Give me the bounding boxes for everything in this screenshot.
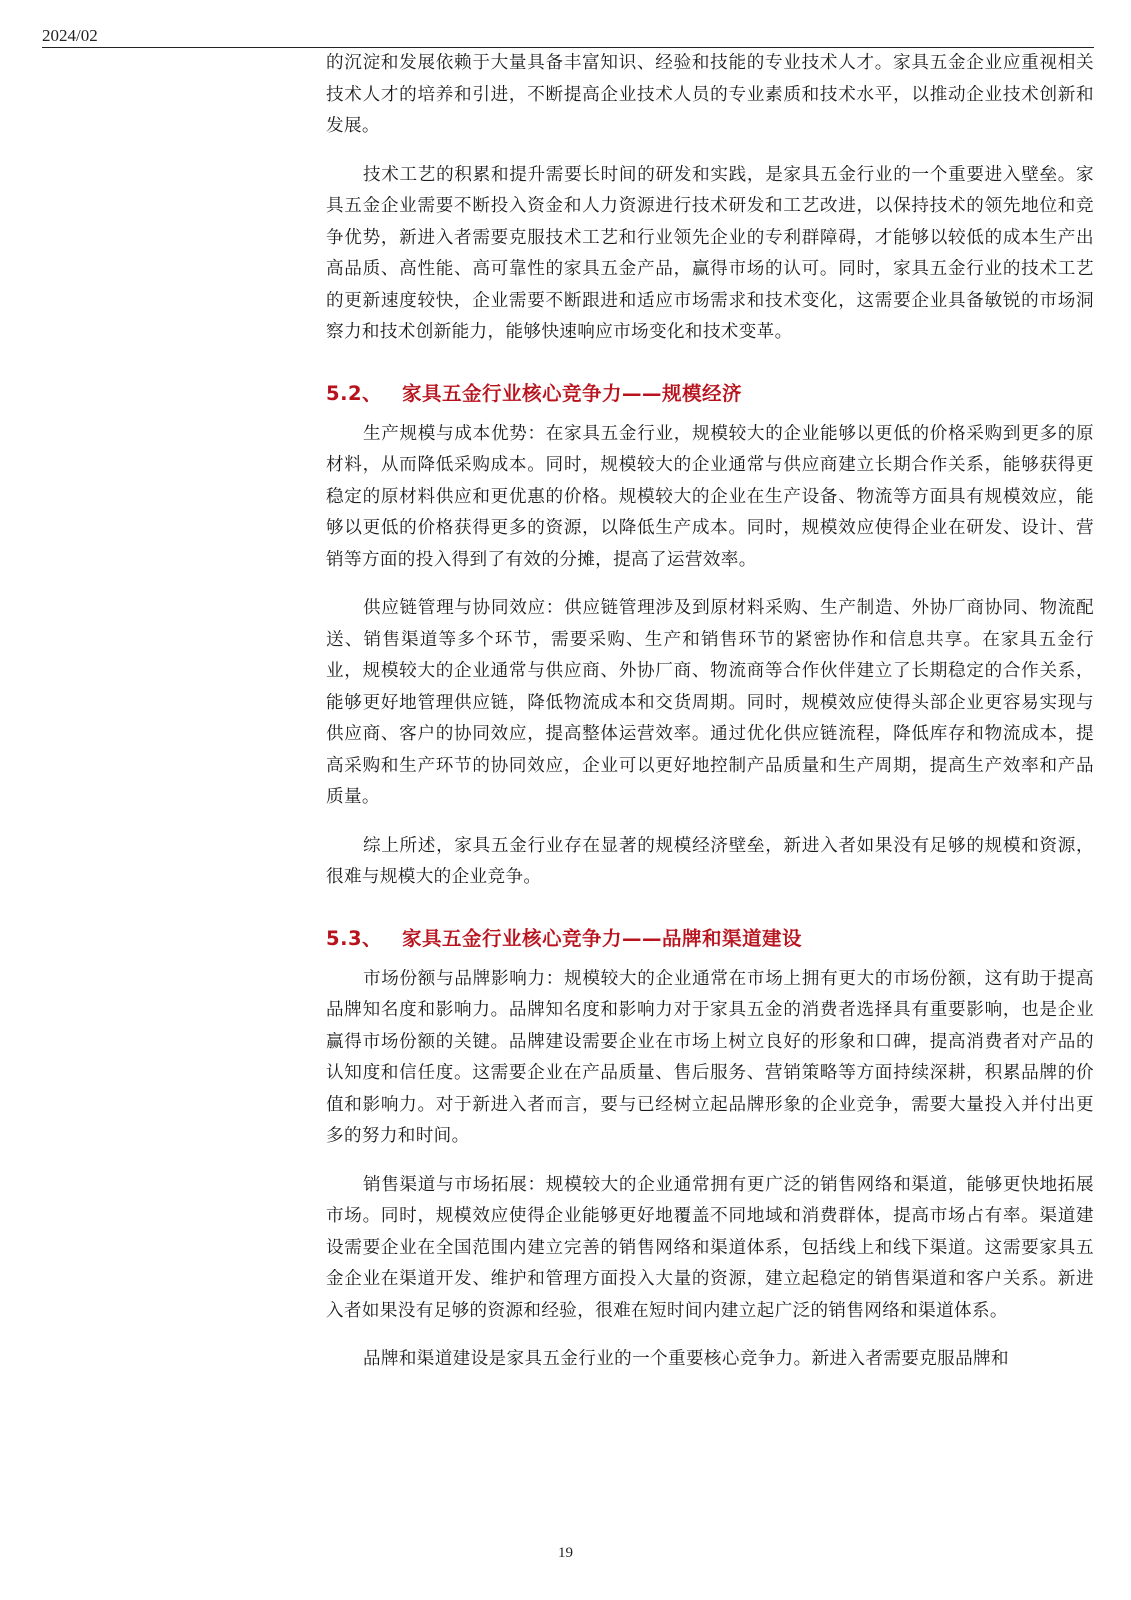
paragraph: 销售渠道与市场拓展：规模较大的企业通常拥有更广泛的销售网络和渠道，能够更快地拓展市场。同时，规模效应使得企业能够更好地覆盖不同地域和消费群体，提高市场占有率。渠道建设需要企业在全国范围内建立完善的销售网络和渠道体系，包括线上和线下渠道。这需要家具五金企业在渠道开发、维护和管理方面投入大量的资源，建立起稳定的销售渠道和客户关系。新进入者如果没有足够的资源和经验，很难在短时间内建立起广泛的销售网络和渠道体系。 bbox=[326, 1174, 1094, 1321]
section-heading-5-2 bbox=[326, 379, 1094, 409]
section-number: 5.2、 bbox=[326, 381, 383, 405]
section-title: 家具五金行业核心竞争力——品牌和渠道建设 bbox=[402, 926, 803, 950]
section-number: 5.3、 bbox=[326, 926, 383, 950]
section-title: 家具五金行业核心竞争力——规模经济 bbox=[402, 381, 743, 405]
page-body bbox=[326, 48, 1094, 1376]
paragraph: 综上所述，家具五金行业存在显著的规模经济壁垒，新进入者如果没有足够的规模和资源，很难与规模大的企业竞争。 bbox=[326, 835, 1094, 887]
page-number: 19 bbox=[558, 1545, 573, 1561]
paragraph: 供应链管理与协同效应：供应链管理涉及到原材料采购、生产制造、外协厂商协同、物流配送、销售渠道等多个环节，需要采购、生产和销售环节的紧密协作和信息共享。在家具五金行业，规模较大的企业通常与供应商、外协厂商、物流商等合作伙伴建立了长期稳定的合作关系，能够更好地管理供应链，降低物流成本和交货周期。同时，规模效应使得头部企业更容易实现与供应商、客户的协同效应，提高整体运营效率。通过优化供应链流程，降低库存和物流成本，提高采购和生产环节的协同效应，企业可以更好地控制产品质量和生产周期，提高生产效率和产品质量。 bbox=[326, 598, 1094, 807]
paragraph: 技术工艺的积累和提升需要长时间的研发和实践，是家具五金行业的一个重要进入壁垒。家具五金企业需要不断投入资金和人力资源进行技术研发和工艺改进，以保持技术的领先地位和竞争优势，新进入者需要克服技术工艺和行业领先企业的专利群障碍，才能够以较低的成本生产出高品质、高性能、高可靠性的家具五金产品，赢得市场的认可。同时，家具五金行业的技术工艺的更新速度较快，企业需要不断跟进和适应市场需求和技术变化，这需要企业具备敏锐的市场洞察力和技术创新能力，能够快速响应市场变化和技术变革。 bbox=[326, 164, 1094, 342]
paragraph: 市场份额与品牌影响力：规模较大的企业通常在市场上拥有更大的市场份额，这有助于提高品牌知名度和影响力。品牌知名度和影响力对于家具五金的消费者选择具有重要影响，也是企业赢得市场份额的关键。品牌建设需要企业在市场上树立良好的形象和口碑，提高消费者对产品的认知度和信任度。这需要企业在产品质量、售后服务、营销策略等方面持续深耕，积累品牌的价值和影响力。对于新进入者而言，要与已经树立起品牌形象的企业竞争，需要大量投入并付出更多的努力和时间。 bbox=[326, 968, 1094, 1146]
paragraph: 的沉淀和发展依赖于大量具备丰富知识、经验和技能的专业技术人才。家具五金企业应重视相关技术人才的培养和引进，不断提高企业技术人员的专业素质和技术水平，以推动企业技术创新和发展。 bbox=[326, 53, 1094, 136]
report-date: 2024/02 bbox=[42, 26, 98, 45]
paragraph: 生产规模与成本优势：在家具五金行业，规模较大的企业能够以更低的价格采购到更多的原材料，从而降低采购成本。同时，规模较大的企业通常与供应商建立长期合作关系，能够获得更稳定的原材料供应和更优惠的价格。规模较大的企业在生产设备、物流等方面具有规模效应，能够以更低的价格获得更多的资源，以降低生产成本。同时，规模效应使得企业在研发、设计、营销等方面的投入得到了有效的分摊，提高了运营效率。 bbox=[326, 423, 1094, 570]
section-heading-5-3 bbox=[326, 924, 1094, 954]
paragraph: 品牌和渠道建设是家具五金行业的一个重要核心竞争力。新进入者需要克服品牌和 bbox=[362, 1349, 1009, 1369]
